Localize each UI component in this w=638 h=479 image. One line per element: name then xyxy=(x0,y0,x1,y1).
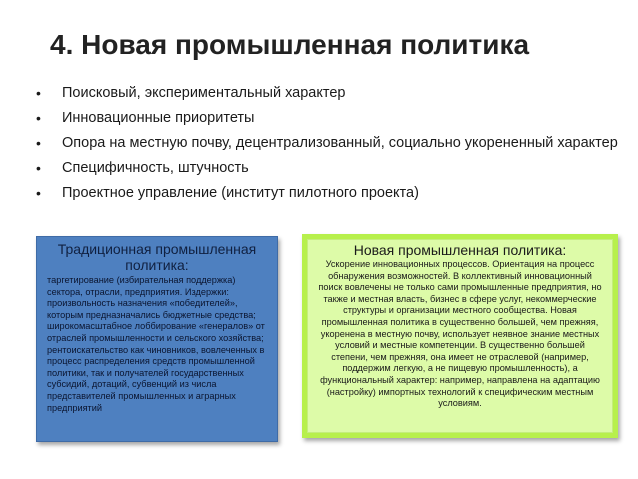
bullet-text: Специфичность, штучность xyxy=(62,160,249,176)
bullet-dot-icon: • xyxy=(36,135,41,151)
new-policy-box xyxy=(302,234,618,438)
bullet-item xyxy=(36,134,626,153)
traditional-policy-title: Традиционная промышленная политика: xyxy=(57,241,257,273)
bullet-list xyxy=(36,84,626,209)
bullet-text: Проектное управление (институт пилотного проекта) xyxy=(62,185,419,201)
new-policy-inner-panel xyxy=(307,239,613,433)
traditional-policy-box xyxy=(36,236,278,442)
bullet-dot-icon: • xyxy=(36,110,41,126)
bullet-dot-icon: • xyxy=(36,85,41,101)
bullet-dot-icon: • xyxy=(36,160,41,176)
bullet-text: Инновационные приоритеты xyxy=(62,110,255,126)
new-policy-text: Ускорение инновационных процессов. Ориентация на процесс обнаружения возможностей. В коллективный инновационный поиск вовлечены не только сами промышленные предприятия, но также и местная власть, бизнес в сфере услуг, некоммерческие структуры и организации местного сообщества. Новая промышленная политика в существенно большей, чем прежняя, укоренена в местную почву, использует неявное знание местных условий и местные компетенции. В существенно большей степени, чем прежняя, она имеет не отраслевой (например, поддержим легкую, а не пищевую промышленность), а функциональный характер: например, направлена на адаптацию (настройку) импортных технологий к специфическим местным условиям. xyxy=(318,259,602,409)
bullet-item xyxy=(36,184,626,203)
bullet-text: Опора на местную почву, децентрализованный, социально укорененный характер xyxy=(62,135,618,151)
slide-title: 4. Новая промышленная политика xyxy=(50,29,530,60)
bullet-dot-icon: • xyxy=(36,185,41,201)
bullet-item xyxy=(36,159,626,178)
bullet-item xyxy=(36,84,626,103)
bullet-text: Поисковый, экспериментальный характер xyxy=(62,85,346,101)
new-policy-title: Новая промышленная политика: xyxy=(353,242,567,258)
traditional-policy-text: таргетирование (избирательная поддержка) сектора, отрасли, предприятия. Издержки: произвольность назначения «победителей», которым предназначались бюджетные средства; широкомасштабное лоббирование «генералов» от отраслей промышленности и сельского хозяйства; рентоискательство как чиновников, вовлеченных в процесс распределения средств промышленной политики, так и получателей государственных субсидий, дотаций, субвенций из числа представителей промышленных и аграрных предприятий xyxy=(47,275,265,413)
bullet-item xyxy=(36,109,626,128)
